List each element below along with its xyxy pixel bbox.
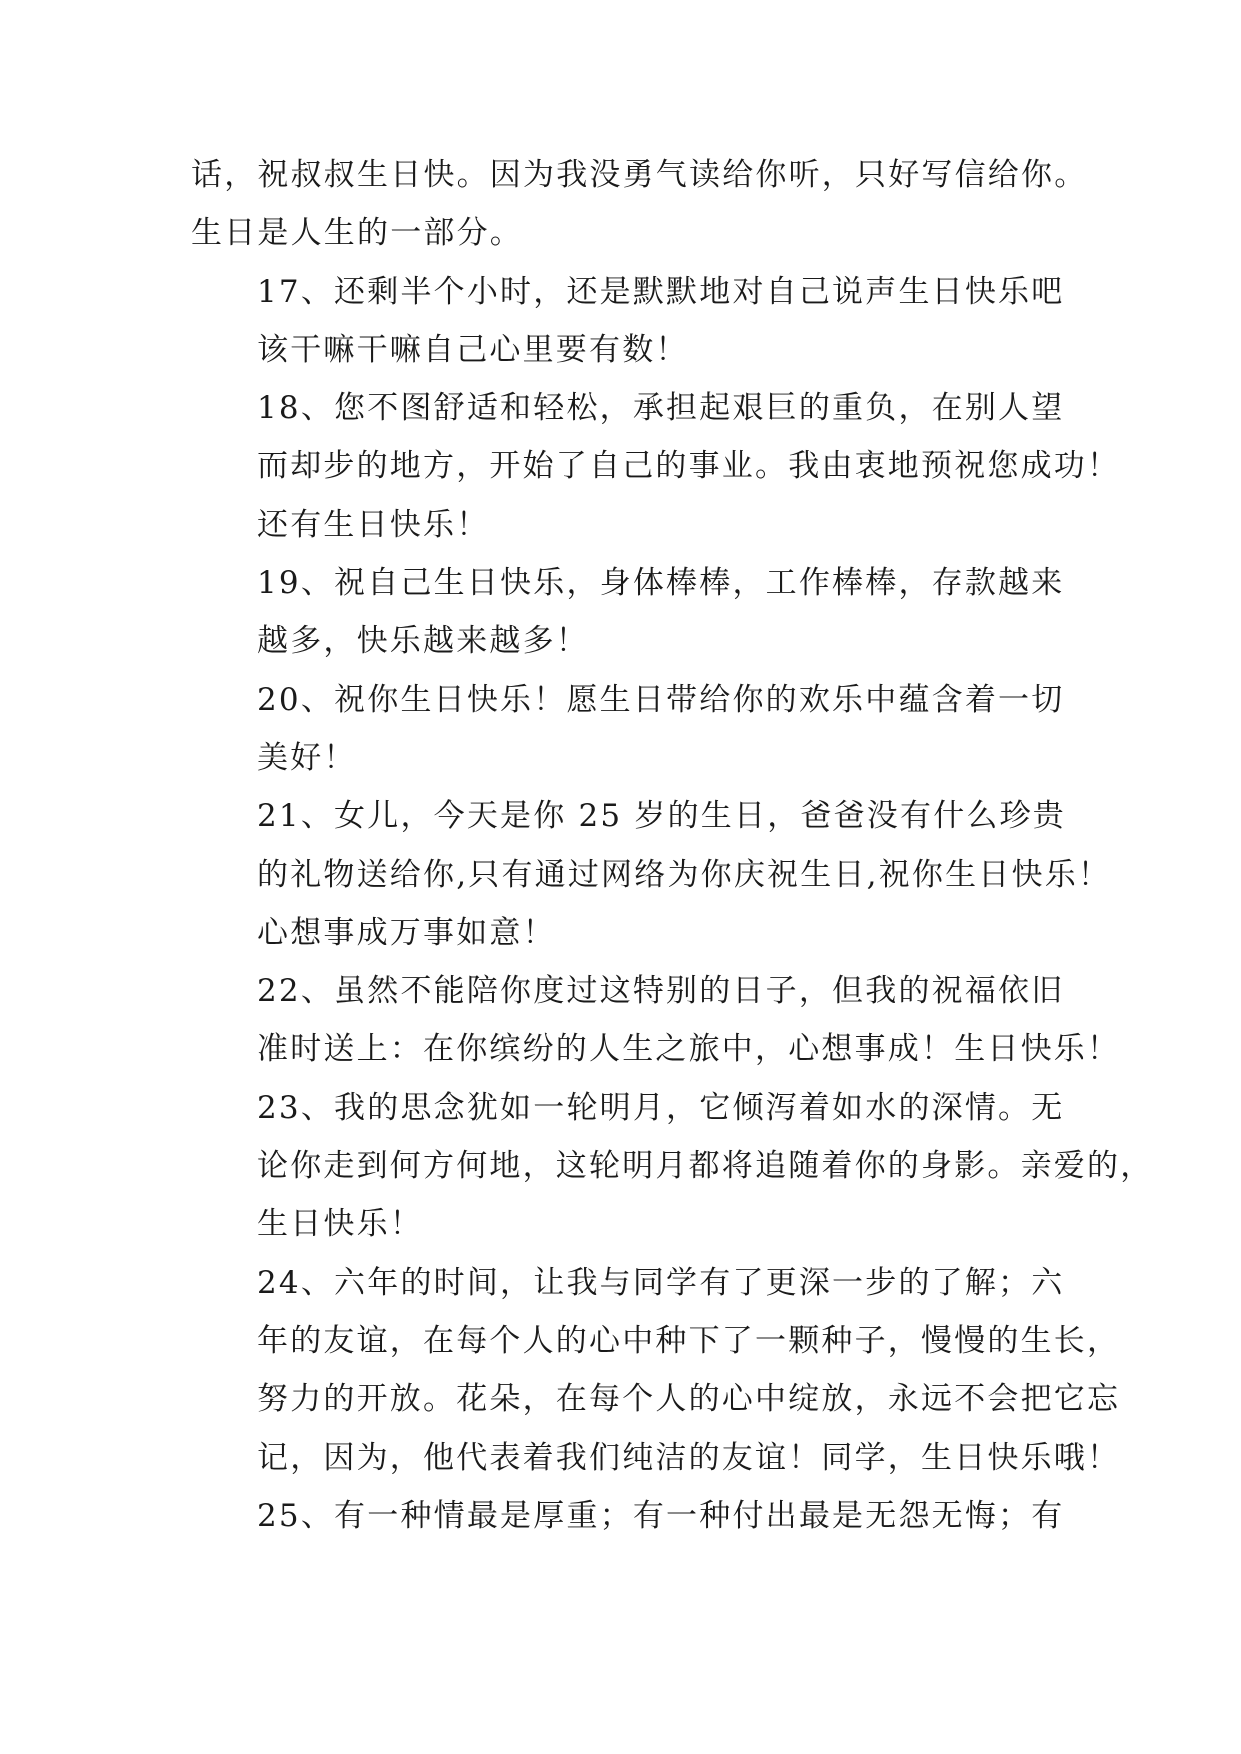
paragraph — [191, 787, 1112, 962]
text-line: 年的友谊，在每个人的心中种下了一颗种子，慢慢的生长， — [257, 1322, 1121, 1359]
text-line: 还有生日快乐！ — [257, 506, 490, 543]
paragraph — [191, 379, 1121, 554]
paragraph — [191, 554, 1071, 671]
text-line: 17、还剩半个小时，还是默默地对自己说声生日快乐吧 — [257, 273, 1065, 310]
text-line: 论你走到何方何地，这轮明月都将追随着你的身影。亲爱的， — [257, 1148, 1154, 1185]
text-line: 该干嘛干嘛自己心里要有数！ — [257, 331, 689, 368]
text-line: 22、虽然不能陪你度过这特别的日子，但我的祝福依旧 — [257, 973, 1065, 1010]
text-line: 20、祝你生日快乐！愿生日带给你的欢乐中蕴含着一切 — [257, 681, 1065, 718]
text-line: 24、六年的时间，让我与同学有了更深一步的了解；六 — [257, 1264, 1065, 1301]
paragraph — [191, 146, 1088, 263]
paragraph — [191, 263, 1071, 380]
text-line: 而却步的地方，开始了自己的事业。我由衷地预祝您成功！ — [257, 448, 1121, 485]
text-line: 美好！ — [257, 739, 357, 776]
paragraph — [191, 962, 1121, 1079]
text-line: 19、祝自己生日快乐，身体棒棒，工作棒棒，存款越来 — [257, 565, 1065, 602]
text-line: 25、有一种情最是厚重；有一种付出最是无怨无悔；有 — [257, 1497, 1065, 1534]
document-body — [191, 146, 1154, 1545]
text-line: 越多，快乐越来越多！ — [257, 623, 589, 660]
text-line: 生日快乐！ — [257, 1206, 423, 1243]
paragraph — [191, 1487, 1071, 1545]
text-line: 生日是人生的一部分。 — [191, 215, 523, 252]
text-line: 记，因为，他代表着我们纯洁的友谊！同学，生日快乐哦！ — [257, 1439, 1121, 1476]
text-line: 18、您不图舒适和轻松，承担起艰巨的重负，在别人望 — [257, 390, 1065, 427]
text-line: 心想事成万事如意！ — [257, 914, 556, 951]
text-line: 21、女儿，今天是你 25 岁的生日，爸爸没有什么珍贵 — [257, 798, 1066, 835]
text-line: 话，祝叔叔生日快。因为我没勇气读给你听，只好写信给你。 — [191, 157, 1088, 193]
paragraph — [191, 1254, 1121, 1487]
paragraph — [191, 671, 1071, 788]
text-line: 23、我的思念犹如一轮明月，它倾泻着如水的深情。无 — [257, 1089, 1065, 1126]
text-line: 准时送上：在你缤纷的人生之旅中，心想事成！生日快乐！ — [257, 1031, 1121, 1068]
paragraph — [191, 1079, 1154, 1254]
text-line: 的礼物送给你,只有通过网络为你庆祝生日,祝你生日快乐！ — [257, 856, 1112, 893]
text-line: 努力的开放。花朵，在每个人的心中绽放，永远不会把它忘 — [257, 1381, 1121, 1418]
